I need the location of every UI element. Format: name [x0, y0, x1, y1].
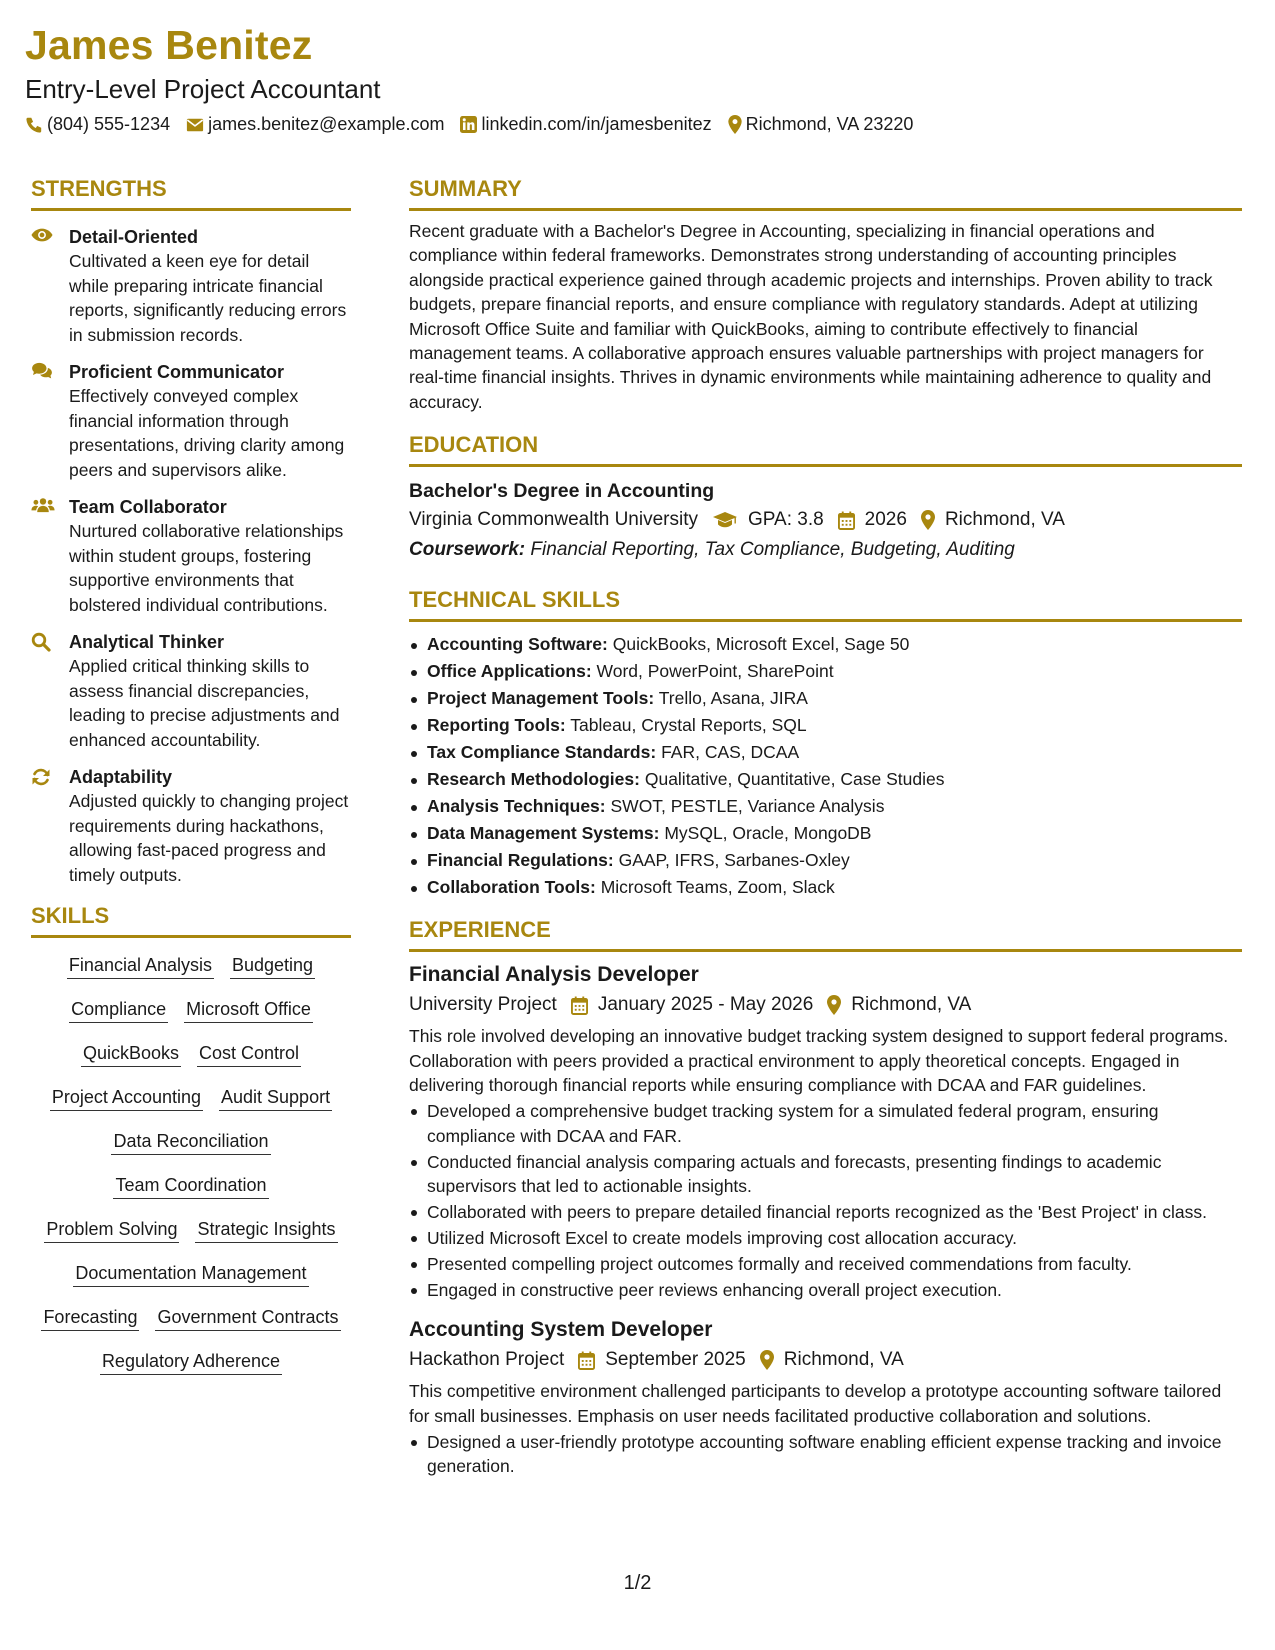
- calendar-icon: [838, 511, 855, 530]
- map-pin-icon: [827, 995, 841, 1015]
- contact-location: [728, 114, 914, 135]
- strength-desc: Adjusted quickly to changing project requirements during hackathons, allowing fast-paced progress and timely outputs.: [69, 791, 349, 885]
- envelope-icon: [186, 117, 204, 133]
- tech-skill-label: Reporting Tools:: [427, 715, 566, 736]
- skill-chip: Compliance: [69, 998, 168, 1023]
- list-item: [409, 685, 1242, 712]
- tech-skill-value: Tableau, Crystal Reports, SQL: [570, 715, 807, 736]
- tech-skill-label: Accounting Software:: [427, 634, 608, 655]
- linkedin-icon: [460, 116, 477, 133]
- skill-chip: Team Coordination: [113, 1174, 268, 1199]
- summary-heading: SUMMARY: [409, 176, 1242, 211]
- eye-icon: [31, 227, 53, 243]
- graduation-cap-icon: [712, 511, 738, 529]
- strength-item: [31, 225, 351, 347]
- candidate-title: Entry-Level Project Accountant: [25, 74, 381, 104]
- strength-title: Proficient Communicator: [69, 362, 285, 382]
- chat-icon: [31, 362, 53, 380]
- job-title: Financial Analysis Developer: [409, 963, 699, 987]
- strength-item: [31, 765, 351, 887]
- skill-chip: Regulatory Adherence: [100, 1350, 282, 1375]
- location-text: Richmond, VA 23220: [745, 114, 914, 134]
- list-item: Engaged in constructive peer reviews enhancing overall project execution.: [409, 1278, 1242, 1302]
- list-item: [409, 874, 1242, 901]
- strength-title: Team Collaborator: [69, 497, 227, 517]
- job-dates: September 2025: [605, 1349, 746, 1371]
- job-dates: January 2025 - May 2026: [597, 994, 814, 1016]
- list-item: Conducted financial analysis comparing actuals and forecasts, presenting findings to academic supervisors that led to actionable insights.: [409, 1150, 1242, 1199]
- strengths-heading: STRENGTHS: [31, 176, 351, 211]
- job-bullets: [409, 1430, 1242, 1479]
- strength-item: [31, 630, 351, 752]
- skill-chip: Cost Control: [197, 1042, 301, 1067]
- coursework-line: [409, 535, 1242, 565]
- job-description: This competitive environment challenged participants to develop a prototype accounting software tailored for small businesses. Emphasis on user needs facilitated productive collaboration and solutions.: [409, 1381, 1222, 1426]
- skill-chip: Data Reconciliation: [111, 1130, 270, 1155]
- candidate-name: James Benitez: [25, 22, 313, 68]
- skill-chip: Project Accounting: [50, 1086, 203, 1111]
- job-bullets: [409, 1099, 1242, 1302]
- summary-text: Recent graduate with a Bachelor's Degree in Accounting, specializing in financial operations and compliance within federal frameworks. Demonstrates strong understanding of accounting principles alongside practical experience gained through academic projects and internships. Proven ability to track budgets, prepare financial reports, and ensure compliance with regulatory standards. Adept at utilizing Microsoft Office Suite and familiar with QuickBooks, aiming to contribute effectively to financial management teams. A collaborative approach ensures valuable partnerships with project managers for real-time financial insights. Thrives in dynamic environments while maintaining adherence to quality and accuracy.: [409, 221, 1213, 412]
- education-heading: EDUCATION: [409, 432, 1242, 467]
- skill-chip: Government Contracts: [155, 1306, 340, 1331]
- skill-chip: Budgeting: [230, 954, 315, 979]
- strength-desc: Effectively conveyed complex financial information through presentations, driving clarity among peers and supervisors alike.: [69, 386, 345, 480]
- skill-chip: Documentation Management: [73, 1262, 308, 1287]
- skill-chip: QuickBooks: [81, 1042, 181, 1067]
- job-meta: [409, 1345, 1242, 1375]
- list-item: Collaborated with peers to prepare detailed financial reports recognized as the 'Best Project' in class.: [409, 1200, 1242, 1224]
- contact-email[interactable]: [186, 114, 444, 135]
- list-item: [409, 766, 1242, 793]
- list-item: [409, 631, 1242, 658]
- calendar-icon: [578, 1351, 595, 1370]
- map-pin-icon: [728, 115, 742, 134]
- education-location: Richmond, VA: [944, 509, 1065, 531]
- contact-linkedin[interactable]: [460, 114, 711, 135]
- technical-skills-list: [409, 631, 1242, 901]
- linkedin-link[interactable]: linkedin.com/in/jamesbenitez: [481, 114, 712, 134]
- tech-skill-label: Project Management Tools:: [427, 688, 655, 709]
- job-title: Accounting System Developer: [409, 1318, 713, 1342]
- strength-item: [31, 495, 351, 617]
- job-location: Richmond, VA: [851, 994, 972, 1016]
- job-meta: [409, 990, 1242, 1020]
- list-item: [409, 847, 1242, 874]
- email-link[interactable]: james.benitez@example.com: [208, 114, 445, 134]
- tech-skill-label: Financial Regulations:: [427, 850, 614, 871]
- list-item: [409, 658, 1242, 685]
- graduation-year: 2026: [864, 509, 907, 531]
- tech-skill-label: Office Applications:: [427, 661, 592, 682]
- list-item: Developed a comprehensive budget tracking system for a simulated federal program, ensuring compliance with DCAA and FAR.: [409, 1099, 1242, 1148]
- phone-text: (804) 555-1234: [47, 114, 171, 134]
- list-item: Presented compelling project outcomes formally and received commendations from faculty.: [409, 1252, 1242, 1276]
- tech-skill-value: Qualitative, Quantitative, Case Studies: [644, 769, 945, 790]
- tech-skill-label: Research Methodologies:: [427, 769, 640, 790]
- skills-heading: SKILLS: [31, 903, 351, 938]
- tech-skill-value: SWOT, PESTLE, Variance Analysis: [610, 796, 885, 817]
- coursework-list: Financial Reporting, Tax Compliance, Budgeting, Auditing: [530, 539, 1015, 561]
- strengths-list: [31, 225, 351, 887]
- tech-skill-label: Tax Compliance Standards:: [427, 742, 657, 763]
- skill-chip: Audit Support: [219, 1086, 332, 1111]
- experience-entry: [409, 960, 1242, 1302]
- tech-skill-label: Data Management Systems:: [427, 823, 660, 844]
- job-org: University Project: [409, 994, 557, 1016]
- sync-icon: [31, 767, 51, 787]
- gpa-value: GPA: 3.8: [747, 509, 824, 531]
- tech-skill-value: Word, PowerPoint, SharePoint: [596, 661, 834, 682]
- skill-chip: Financial Analysis: [67, 954, 214, 979]
- tech-skill-label: Collaboration Tools:: [427, 877, 596, 898]
- skill-chip: Microsoft Office: [184, 998, 313, 1023]
- list-item: Designed a user-friendly prototype accounting software enabling efficient expense tracking and invoice generation.: [409, 1430, 1242, 1479]
- list-item: [409, 793, 1242, 820]
- contact-phone: [25, 114, 170, 135]
- page-indicator: 1/2: [623, 1572, 652, 1594]
- strength-desc: Applied critical thinking skills to assess financial discrepancies, leading to precise adjustments and enhanced accountability.: [69, 656, 340, 750]
- users-icon: [31, 497, 55, 513]
- strength-desc: Cultivated a keen eye for detail while preparing intricate financial reports, significantly reducing errors in submission records.: [69, 251, 347, 345]
- list-item: [409, 820, 1242, 847]
- map-pin-icon: [760, 1350, 774, 1370]
- contact-bar: [25, 114, 929, 135]
- job-description: This role involved developing an innovative budget tracking system designed to support federal programs. Collaboration with peers provided a practical environment to apply theoretical concepts. Engaged in delivering thorough financial reports while ensuring compliance with DCAA and FAR guidelines.: [409, 1026, 1229, 1096]
- experience-heading: EXPERIENCE: [409, 917, 1242, 952]
- list-item: [409, 739, 1242, 766]
- right-column: [409, 176, 1242, 1480]
- tech-skill-value: FAR, CAS, DCAA: [661, 742, 800, 763]
- strength-item: [31, 360, 351, 482]
- list-item: Utilized Microsoft Excel to create models improving cost allocation accuracy.: [409, 1226, 1242, 1250]
- strength-title: Adaptability: [69, 767, 173, 787]
- strength-title: Analytical Thinker: [69, 632, 225, 652]
- coursework-label: Coursework:: [409, 539, 526, 561]
- tech-skill-value: MySQL, Oracle, MongoDB: [664, 823, 872, 844]
- education-meta: [409, 505, 1242, 535]
- map-pin-icon: [921, 510, 935, 530]
- tech-skill-value: Microsoft Teams, Zoom, Slack: [600, 877, 835, 898]
- search-icon: [31, 632, 51, 652]
- tech-skill-value: Trello, Asana, JIRA: [658, 688, 808, 709]
- tech-skill-label: Analysis Techniques:: [427, 796, 606, 817]
- education-entry: [409, 477, 1242, 565]
- skill-chip: Forecasting: [41, 1306, 139, 1331]
- strength-title: Detail-Oriented: [69, 227, 199, 247]
- skill-chip: Problem Solving: [44, 1218, 179, 1243]
- phone-icon: [25, 116, 43, 134]
- tech-skill-value: GAAP, IFRS, Sarbanes-Oxley: [618, 850, 850, 871]
- technical-skills-heading: TECHNICAL SKILLS: [409, 587, 1242, 622]
- list-item: [409, 712, 1242, 739]
- degree-title: Bachelor's Degree in Accounting: [409, 480, 715, 503]
- left-column: [31, 176, 351, 1394]
- job-location: Richmond, VA: [783, 1349, 904, 1371]
- skill-chip: Strategic Insights: [195, 1218, 337, 1243]
- experience-entry: [409, 1315, 1242, 1479]
- skills-cloud: [31, 954, 351, 1375]
- calendar-icon: [571, 996, 588, 1015]
- school-name: Virginia Commonwealth University: [409, 509, 698, 531]
- strength-desc: Nurtured collaborative relationships within student groups, fostering supportive environments that bolstered individual contributions.: [69, 521, 344, 615]
- tech-skill-value: QuickBooks, Microsoft Excel, Sage 50: [612, 634, 910, 655]
- job-org: Hackathon Project: [409, 1349, 565, 1371]
